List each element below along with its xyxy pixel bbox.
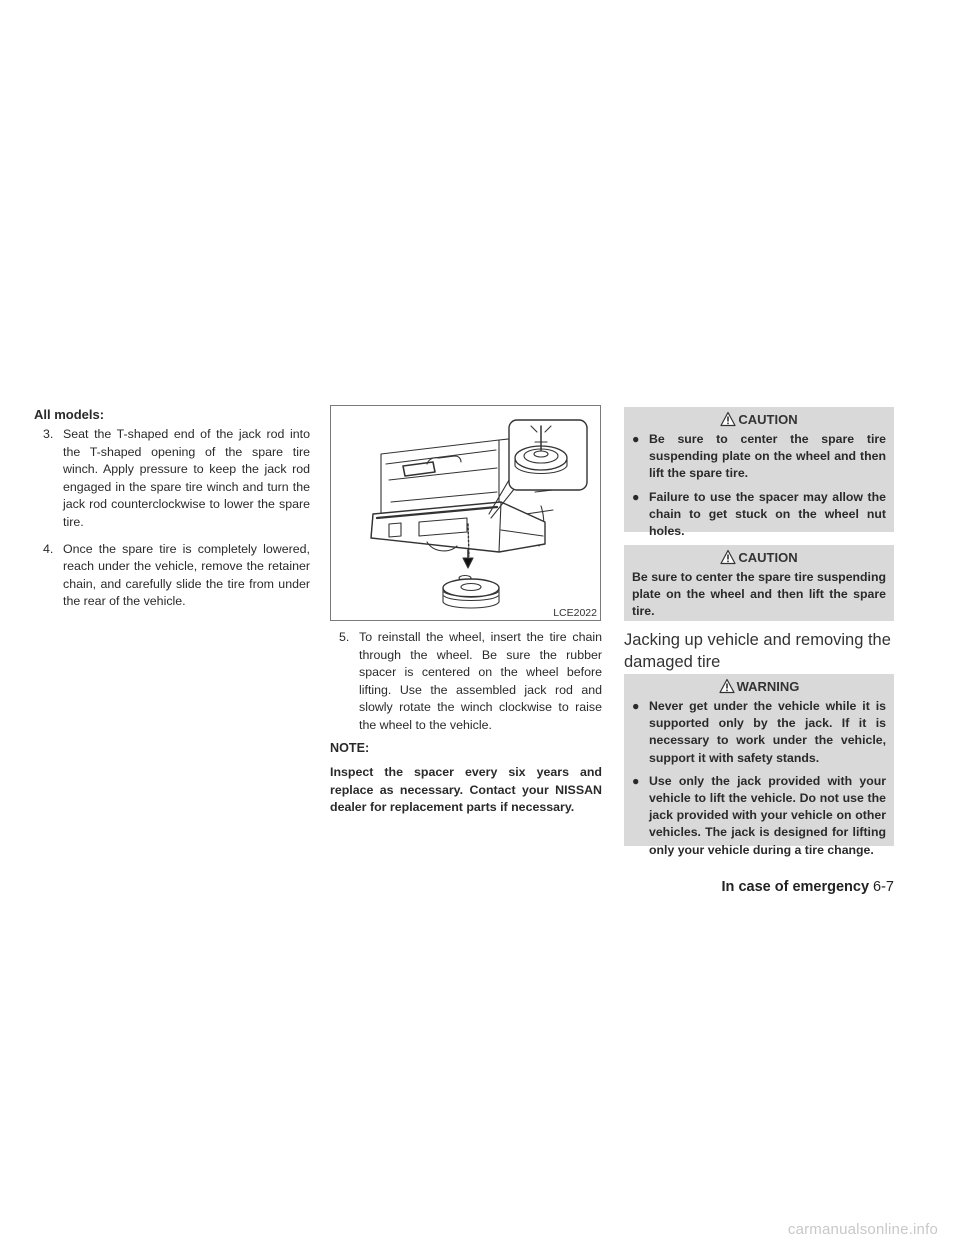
caution-title: CAUTION (738, 411, 798, 427)
page-footer (722, 879, 894, 895)
steps-list-left (34, 426, 310, 620)
spare-tire-illustration (330, 405, 601, 621)
warning-triangle-icon (719, 678, 735, 694)
note-title: NOTE: (330, 741, 370, 755)
warning-header (632, 674, 886, 698)
caution-header (632, 407, 886, 431)
bullet: ● (632, 699, 640, 713)
caution-box-1 (624, 407, 894, 539)
warning-item-text: Never get under the vehicle while it is supported only by the jack. If it is necessary to work under the vehicle, support it with safety stands. (649, 699, 886, 765)
warning-triangle-icon (720, 411, 736, 427)
list-item (632, 489, 886, 541)
caution-box-2 (624, 545, 894, 621)
step-text: To reinstall the wheel, insert the tire chain through the wheel. Be sure the rubber spacer is centered on the wheel before lifting. Use the assembled jack rod and slowly rotate the winch clockwise to raise the wheel to the vehicle. (359, 630, 602, 732)
warning-triangle-icon (720, 549, 736, 565)
caution-title: CAUTION (738, 549, 798, 565)
list-item (34, 541, 310, 611)
step-number: 5. (339, 630, 350, 644)
footer-section-title: In case of emergency (721, 879, 870, 895)
note-text: Inspect the spacer every six years and replace as necessary. Contact your NISSAN dealer for replacement parts if necessary. (330, 765, 602, 814)
section-heading: Jacking up vehicle and removing the damaged tire (624, 631, 891, 671)
watermark: carmanualsonline.info (787, 1221, 938, 1238)
bullet: ● (632, 489, 640, 504)
step-text: Once the spare tire is completely lowered, reach under the vehicle, remove the retainer chain, and carefully slide the tire from under the rear of the vehicle. (63, 541, 310, 609)
step-number: 3. (43, 427, 54, 441)
vehicle-rear-spare-tire-drawing (331, 406, 602, 622)
warning-box (624, 674, 894, 857)
list-item (330, 629, 602, 735)
warning-title: WARNING (736, 678, 800, 694)
bullet: ● (632, 773, 640, 788)
bullet: ● (632, 432, 640, 446)
caution-text: Be sure to center the spare tire suspending plate on the wheel and then lift the spare tire. (632, 570, 886, 619)
all-models-heading: All models: (34, 407, 105, 422)
step-number: 4. (43, 541, 54, 556)
list-item (632, 431, 886, 483)
list-item (632, 773, 886, 859)
step-text: Seat the T-shaped end of the jack rod into the T-shaped opening of the spare tire winch. Apply pressure to keep the jack rod engaged in the spare tire winch and turn the jack rod counterclockwise to lower the spare tire. (63, 427, 310, 529)
caution-header (632, 545, 886, 569)
steps-list-middle (330, 629, 602, 744)
warning-item-text: Use only the jack provided with your vehicle to lift the vehicle. Do not use the jack provided with your vehicle on other vehicles. The jack is designed for lifting only your vehicle during a tire change. (649, 773, 886, 857)
caution-item-text: Failure to use the spacer may allow the chain to get stuck on the wheel nut holes. (649, 489, 886, 539)
caution-item-text: Be sure to center the spare tire suspending plate on the wheel and then lift the spare tire. (649, 432, 886, 481)
page-number: 6-7 (873, 879, 894, 895)
figure-label: LCE2022 (553, 607, 597, 619)
list-item (632, 698, 886, 767)
list-item (34, 426, 310, 532)
